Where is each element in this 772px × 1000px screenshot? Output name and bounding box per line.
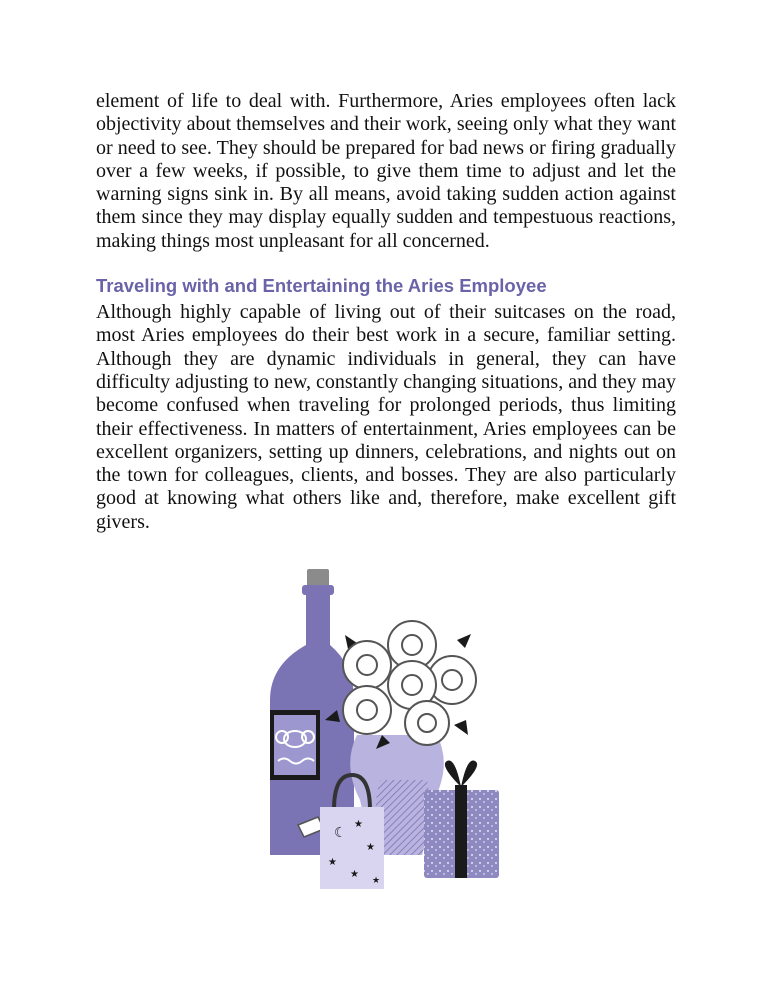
svg-text:★: ★ <box>328 857 337 868</box>
svg-text:☾: ☾ <box>334 825 347 841</box>
page-content <box>96 90 676 534</box>
svg-text:★: ★ <box>366 842 375 853</box>
svg-text:★: ★ <box>354 819 363 830</box>
travel-paragraph: Although highly capable of living out of their suitcases on the road, most Aries employees do their best work in a secure, familiar setting. Although they are dynamic individuals in general, they can have difficulty adjusting to new, constantly changing situations, and they may become confused when traveling for prolonged periods, thus limiting their effectiveness. In matters of entertainment, Aries employees can be excellent organizers, setting up dinners, celebrations, and nights out on the town for colleagues, clients, and bosses. They are also particularly good at knowing what others like and, therefore, make excellent gift givers. <box>96 301 676 533</box>
svg-text:★: ★ <box>350 869 359 880</box>
intro-paragraph: element of life to deal with. Furthermore, Aries employees often lack objectivity about themselves and their work, seeing only what they want or need to see. They should be prepared for bad news or firing gradually over a few weeks, if possible, to give them time to adjust and let the warning signs sink in. By all means, avoid taking sudden action against them since they may display equally sudden and tempestuous reactions, making things most unpleasant for all concerned. <box>96 90 676 252</box>
ram-label-icon <box>270 710 320 780</box>
section-heading: Traveling with and Entertaining the Aries Employee <box>96 275 547 297</box>
svg-text:★: ★ <box>372 876 381 886</box>
gifts-illustration <box>262 565 512 895</box>
